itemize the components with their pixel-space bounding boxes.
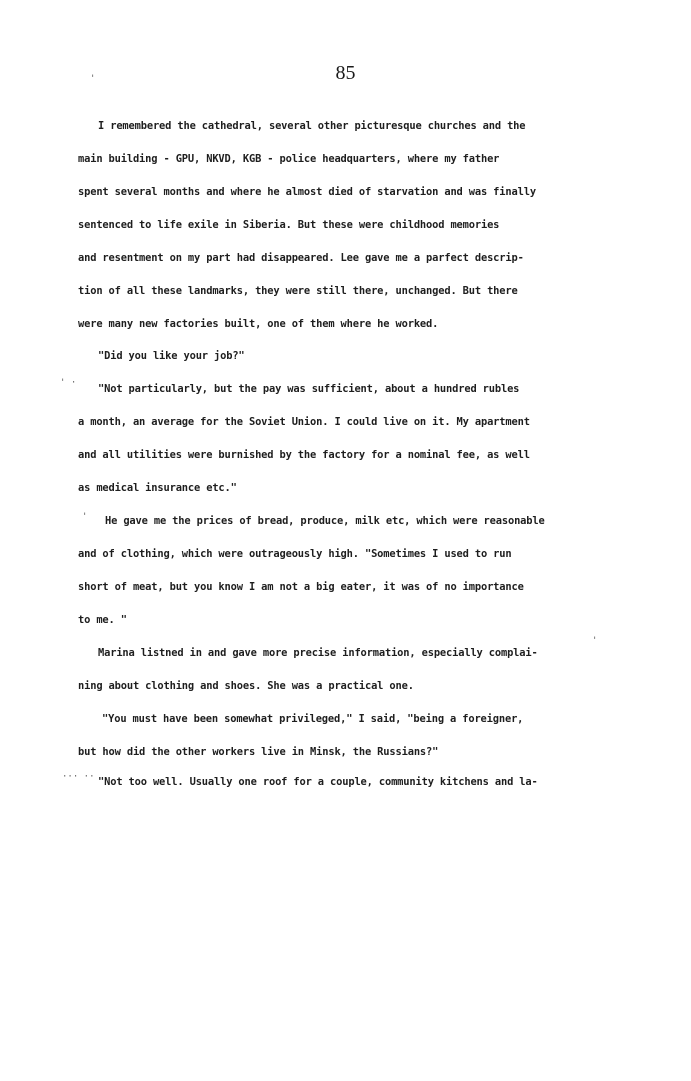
text-line: short of meat, but you know I am not a big eater, it was of no importance [78,581,524,593]
text-line: a month, an average for the Soviet Union. I could live on it. My apartment [78,416,530,428]
text-line: "Did you like your job?" [98,350,245,362]
text-line: "Not particularly, but the pay was sufficient, about a hundred rubles [98,383,520,395]
text-line: as medical insurance etc." [78,482,237,494]
text-line: tion of all these landmarks, they were still there, unchanged. But there [78,285,518,297]
scan-mark: ' [592,636,598,646]
text-line: and of clothing, which were outrageously high. "Sometimes I used to run [78,548,512,560]
text-line: were many new factories built, one of them where he worked. [78,318,439,330]
text-line: "You must have been somewhat privileged," I said, "being a foreigner, [102,713,524,725]
scan-mark: ' · [60,378,77,388]
text-line: spent several months and where he almost died of starvation and was finally [78,186,536,198]
text-line: "Not too well. Usually one roof for a couple, community kitchens and la- [98,776,538,788]
scan-mark: ··· ·· [62,772,95,782]
scan-mark: ' [82,512,88,522]
text-line: ning about clothing and shoes. She was a practical one. [78,680,414,692]
text-line: but how did the other workers live in Minsk, the Russians?" [78,746,439,758]
text-line: I remembered the cathedral, several other picturesque churches and the [98,120,526,132]
page-number: 85 [335,62,356,84]
text-line: and all utilities were burnished by the factory for a nominal fee, as well [78,449,530,461]
text-line: Marina listned in and gave more precise information, especially complai- [98,647,538,659]
scan-mark: ' [90,74,96,84]
text-line: He gave me the prices of bread, produce, milk etc, which were reasonable [105,515,545,527]
text-line: and resentment on my part had disappeared. Lee gave me a parfect descrip- [78,252,524,264]
text-line: sentenced to life exile in Siberia. But these were childhood memories [78,219,500,231]
text-line: to me. " [78,614,127,626]
text-line: main building - GPU, NKVD, KGB - police headquarters, where my father [78,153,500,165]
